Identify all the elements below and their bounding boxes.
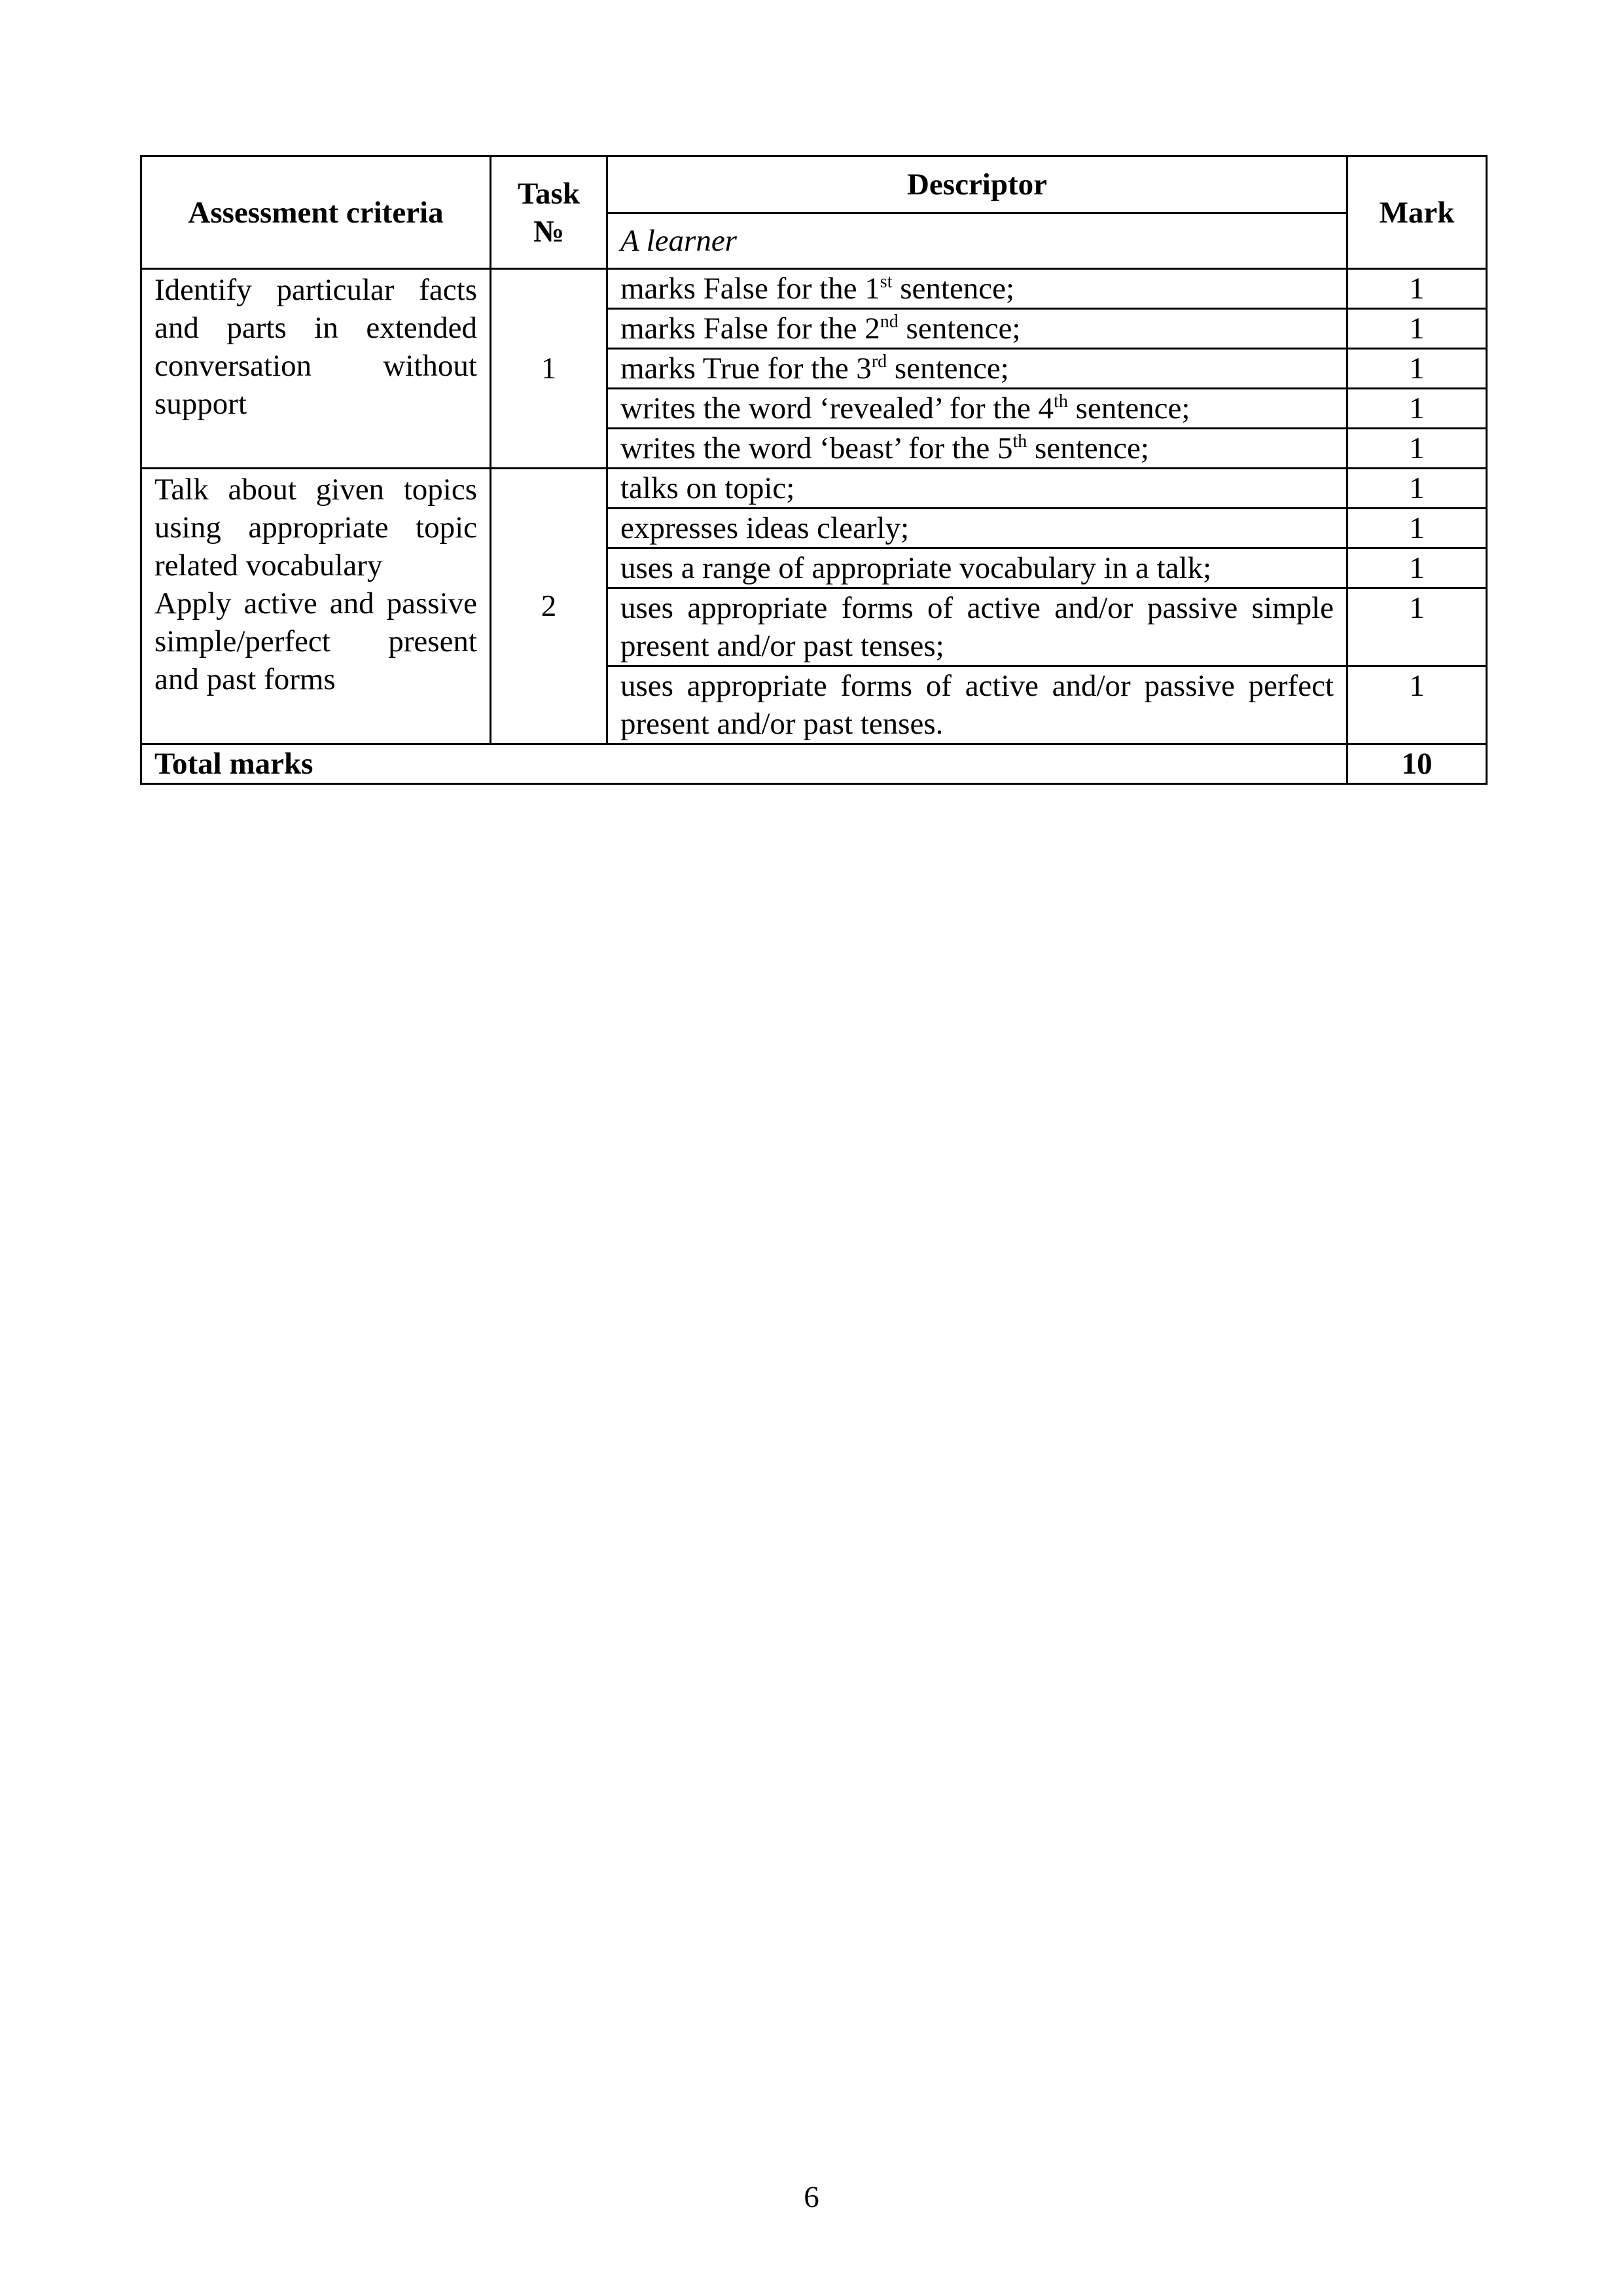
criteria-text-talk: Talk about given topics using appropriate topic related vocabulary [154, 473, 477, 583]
task-number-cell-2: 2 [491, 469, 607, 744]
descriptor-cell: uses appropriate forms of active and/or passive simple present and/or past tenses; [607, 588, 1347, 666]
criteria-cell-talk-about-topics [141, 469, 491, 744]
descriptor-text: sentence; [887, 351, 1009, 386]
total-marks-value: 10 [1347, 744, 1487, 784]
descriptor-cell [607, 269, 1347, 309]
mark-cell: 1 [1347, 349, 1487, 389]
criteria-cell-identify-facts: Identify particular facts and parts in extended conversation without support [141, 269, 491, 469]
header-task-label: Task [518, 176, 580, 211]
mark-cell: 1 [1347, 666, 1487, 744]
mark-cell: 1 [1347, 309, 1487, 349]
descriptor-cell [607, 389, 1347, 429]
mark-cell: 1 [1347, 429, 1487, 469]
header-number-sign: № [533, 214, 565, 249]
header-assessment-criteria: Assessment criteria [141, 156, 491, 269]
descriptor-text: sentence; [892, 272, 1015, 306]
ordinal-suffix: st [880, 272, 893, 292]
assessment-rubric-table [140, 155, 1488, 785]
header-descriptor: Descriptor [607, 156, 1347, 213]
descriptor-text: marks False for the 2 [620, 312, 880, 346]
mark-cell: 1 [1347, 588, 1487, 666]
descriptor-text: sentence; [898, 312, 1021, 346]
task-number-cell-1: 1 [491, 269, 607, 469]
ordinal-suffix: th [1012, 431, 1027, 452]
total-row [141, 744, 1487, 784]
mark-cell: 1 [1347, 509, 1487, 548]
descriptor-text: sentence; [1067, 391, 1190, 425]
descriptor-text: writes the word ‘revealed’ for the 4 [620, 391, 1054, 425]
descriptor-cell [607, 429, 1347, 469]
descriptor-text: writes the word ‘beast’ for the 5 [620, 431, 1013, 465]
table-row [141, 469, 1487, 509]
descriptor-text: sentence; [1027, 431, 1149, 465]
descriptor-text: marks False for the 1 [620, 272, 880, 306]
header-row [141, 156, 1487, 213]
descriptor-cell [607, 309, 1347, 349]
ordinal-suffix: rd [871, 351, 887, 372]
criteria-text-apply-forms: Apply active and passive simple/perfect present and past forms [154, 586, 477, 696]
mark-cell: 1 [1347, 389, 1487, 429]
descriptor-cell: uses appropriate forms of active and/or passive perfect present and/or past tenses. [607, 666, 1347, 744]
table-row [141, 269, 1487, 309]
descriptor-cell: talks on topic; [607, 469, 1347, 509]
descriptor-cell: uses a range of appropriate vocabulary in a talk; [607, 548, 1347, 588]
page-number: 6 [804, 2180, 819, 2214]
ordinal-suffix: nd [880, 312, 899, 332]
mark-cell: 1 [1347, 469, 1487, 509]
header-task-number [491, 156, 607, 269]
mark-cell: 1 [1347, 269, 1487, 309]
header-mark: Mark [1347, 156, 1487, 269]
mark-cell: 1 [1347, 548, 1487, 588]
total-marks-label: Total marks [141, 744, 1347, 784]
descriptor-cell [607, 349, 1347, 389]
descriptor-cell: expresses ideas clearly; [607, 509, 1347, 548]
ordinal-suffix: th [1054, 391, 1068, 412]
subheader-a-learner: A learner [607, 213, 1347, 269]
descriptor-text: marks True for the 3 [620, 351, 872, 386]
